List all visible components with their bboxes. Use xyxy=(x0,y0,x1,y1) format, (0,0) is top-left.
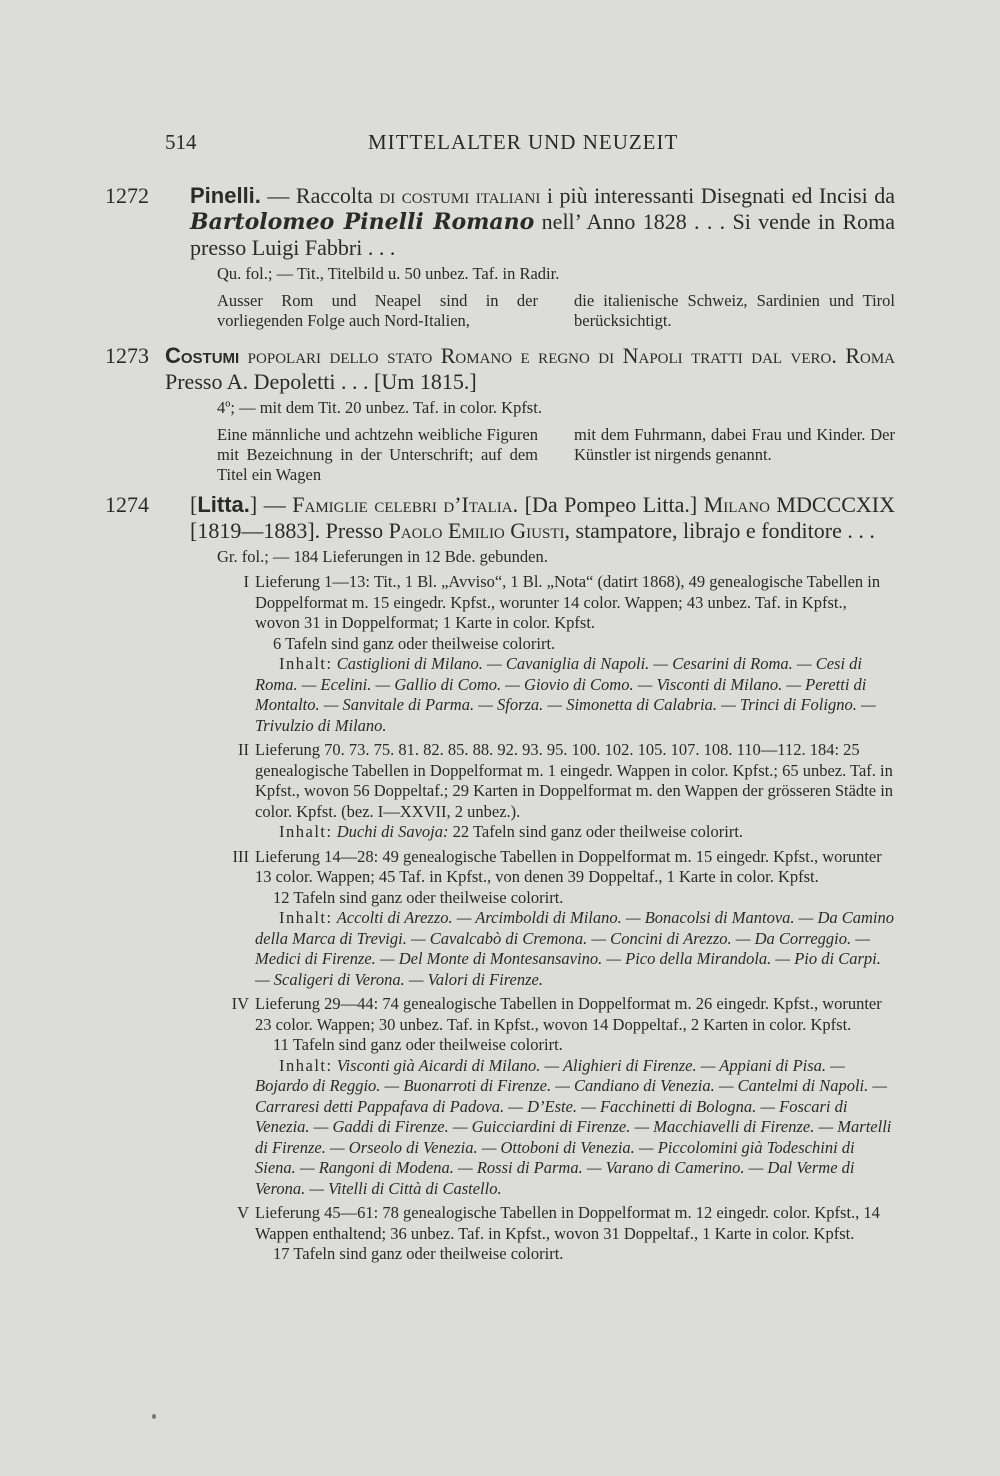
note-left: Ausser Rom und Neapel sind in der vorliegenden Folge auch Nord-Italien, xyxy=(217,291,538,330)
entry-title: Pinelli. — Raccolta di costumi italiani i più interessanti Disegnati ed Incisi da Bartolomeo Pinelli Romano nell’ Anno 1828 . . . Si vende in Roma presso Luigi Fabbri . . . xyxy=(190,183,895,260)
entry-number: 1274 xyxy=(105,492,149,517)
entry-number: 1273 xyxy=(105,343,149,368)
part-2: II Lieferung 70. 73. 75. 81. 82. 85. 88. 92. 93. 95. 100. 102. 105. 107. 108. 110—112. 184: 25 genealogische Tabellen in Doppelformat m. 1 eingedr. Wappen in color. Kpfst.; 65 unbez. Taf. in Kpfst., wovon 56 Doppeltaf.; 29 Karten in Doppelformat m. den Wappen der grösseren Städte in color. Kpfst. (bez. I—XXVII, 2 unbez.). Inhalt: Duchi di Savoja: 22 Tafeln sind ganz oder theilweise colorirt. xyxy=(238,740,894,841)
contents: Inhalt: Visconti già Aicardi di Milano. — Alighieri di Firenze. — Appiani di Pisa. — Bojardo di Reggio. — Buonarroti di Firenze. — Candiano di Venezia. — Cantelmi di Napoli. — Carraresi detti Pappafava di Padova. — D’Este. — Facchinetti di Bologna. — Foscari di Venezia. — Gaddi di Firenze. — Guicciardini di Firenze. — Macchiavelli di Firenze. — Martelli di Firenze. — Orseolo di Venezia. — Ottoboni di Venezia. — Piccolomini già Todeschini di Siena. — Rangoni di Modena. — Rossi di Parma. — Varano di Camerino. — Dal Verme di Verona. — Vitelli di Città di Castello. xyxy=(255,1055,892,1198)
entry-1273 xyxy=(105,343,895,485)
contents: Inhalt: Duchi di Savoja: 22 Tafeln sind ganz oder theilweise colorirt. xyxy=(279,822,744,841)
note-left: Eine männliche und achtzehn weibliche Figuren mit Bezeichnung in der Unterschrift; auf dem Titel ein Wagen xyxy=(217,425,538,484)
entry-title: [Litta.] — Famiglie celebri d’Italia. [Da Pompeo Litta.] Milano MDCCCXIX [1819—1883]. Presso Paolo Emilio Giusti, stampatore, librajo e fonditore . . . xyxy=(190,492,895,543)
contents: Inhalt: Castiglioni di Milano. — Cavaniglia di Napoli. — Cesarini di Roma. — Cesi di Roma. — Ecelini. — Gallio di Como. — Giovio di Como. — Visconti di Milano. — Peretti di Montalto. — Sanvitale di Parma. — Sforza. — Simonetta di Calabria. — Trinci di Foligno. — Trivulzio di Milano. xyxy=(255,654,876,735)
note-right: mit dem Fuhrmann, dabei Frau und Kinder. Der Künstler ist nirgends genannt. xyxy=(574,425,895,464)
collation: Gr. fol.; — 184 Lieferungen in 12 Bde. gebunden. xyxy=(217,547,548,566)
entry-author: Pinelli. xyxy=(190,183,261,208)
page-header xyxy=(165,130,900,160)
contents: Inhalt: Accolti di Arezzo. — Arcimboldi di Milano. — Bonacolsi di Mantova. — Da Camino della Marca di Trevigi. — Cavalcabò di Cremona. — Concini di Arezzo. — Da Correggio. — Medici di Firenze. — Del Monte di Montesansavino. — Pico della Mirandola. — Pio di Carpi. — Scaligeri di Verona. — Valori di Firenze. xyxy=(255,908,895,989)
part-1: I Lieferung 1—13: Tit., 1 Bl. „Avviso“, 1 Bl. „Nota“ (datirt 1868), 49 genealogische Tabellen in Doppelformat m. 15 eingedr. Kpfst., worunter 14 color. Wappen; 43 unbez. Taf. in Kpfst., wovon 31 in Doppelformat; 1 Karte in color. Kpfst. 6 Tafeln sind ganz oder theilweise colorirt. Inhalt: Castiglioni di Milano. — Cavaniglia di Napoli. — Cesarini di Roma. — Cesi di Roma. — Ecelini. — Gallio di Como. — Giovio di Como. — Visconti di Milano. — Peretti di Montalto. — Sanvitale di Parma. — Sforza. — Simonetta di Calabria. — Trinci di Foligno. — Trivulzio di Milano. xyxy=(255,572,895,736)
note-columns xyxy=(217,425,895,485)
running-title: MITTELALTER UND NEUZEIT xyxy=(368,130,679,154)
part-5: V Lieferung 45—61: 78 genealogische Tabellen in Doppelformat m. 12 eingedr. color. Kpfst., 14 Wappen enthaltend; 36 unbez. Taf. in Kpfst., wovon 31 Doppeltaf., 1 Karte in color. Kpfst. 17 Tafeln sind ganz oder theilweise colorirt. xyxy=(237,1203,880,1263)
part-4: IV Lieferung 29—44: 74 genealogische Tabellen in Doppelformat m. 26 eingedr. Kpfst., worunter 23 color. Wappen; 30 unbez. Taf. in Kpfst., wovon 14 Doppeltaf., 2 Karten in color. Kpfst. 11 Tafeln sind ganz oder theilweise colorirt. Inhalt: Visconti già Aicardi di Milano. — Alighieri di Firenze. — Appiani di Pisa. — Bojardo di Reggio. — Buonarroti di Firenze. — Candiano di Venezia. — Cantelmi di Napoli. — Carraresi detti Pappafava di Padova. — D’Este. — Facchinetti di Bologna. — Foscari di Venezia. — Gaddi di Firenze. — Guicciardini di Firenze. — Macchiavelli di Firenze. — Martelli di Firenze. — Orseolo di Venezia. — Ottoboni di Venezia. — Piccolomini già Todeschini di Siena. — Rangoni di Modena. — Rossi di Parma. — Varano di Camerino. — Dal Verme di Verona. — Vitelli di Città di Castello. xyxy=(255,994,895,1199)
note-columns xyxy=(217,291,895,331)
collation: 4º; — mit dem Tit. 20 unbez. Taf. in color. Kpfst. xyxy=(217,398,542,417)
ink-speck xyxy=(152,1414,156,1419)
collation: Qu. fol.; — Tit., Titelbild u. 50 unbez. Taf. in Radir. xyxy=(217,264,560,283)
entry-title: Costumi popolari dello stato Romano e regno di Napoli tratti dal vero. Roma Presso A. Depoletti . . . [Um 1815.] xyxy=(165,343,895,394)
page-number: 514 xyxy=(165,130,197,154)
part-3: III Lieferung 14—28: 49 genealogische Tabellen in Doppelformat m. 15 eingedr. Kpfst., worunter 13 color. Wappen; 45 Taf. in Kpfst., von denen 39 Doppeltaf., 1 Karte in color. Kpfst. 12 Tafeln sind ganz oder theilweise colorirt. Inhalt: Accolti di Arezzo. — Arcimboldi di Milano. — Bonacolsi di Mantova. — Da Camino della Marca di Trevigi. — Cavalcabò di Cremona. — Concini di Arezzo. — Da Correggio. — Medici di Firenze. — Del Monte di Montesansavino. — Pico della Mirandola. — Pio di Carpi. — Scaligeri di Verona. — Valori di Firenze. xyxy=(232,846,895,989)
note-right: die italienische Schweiz, Sardinien und Tirol berücksichtigt. xyxy=(574,291,895,330)
entry-number: 1272 xyxy=(105,183,149,208)
entry-1274 xyxy=(105,492,895,1265)
entry-1272 xyxy=(105,183,895,331)
